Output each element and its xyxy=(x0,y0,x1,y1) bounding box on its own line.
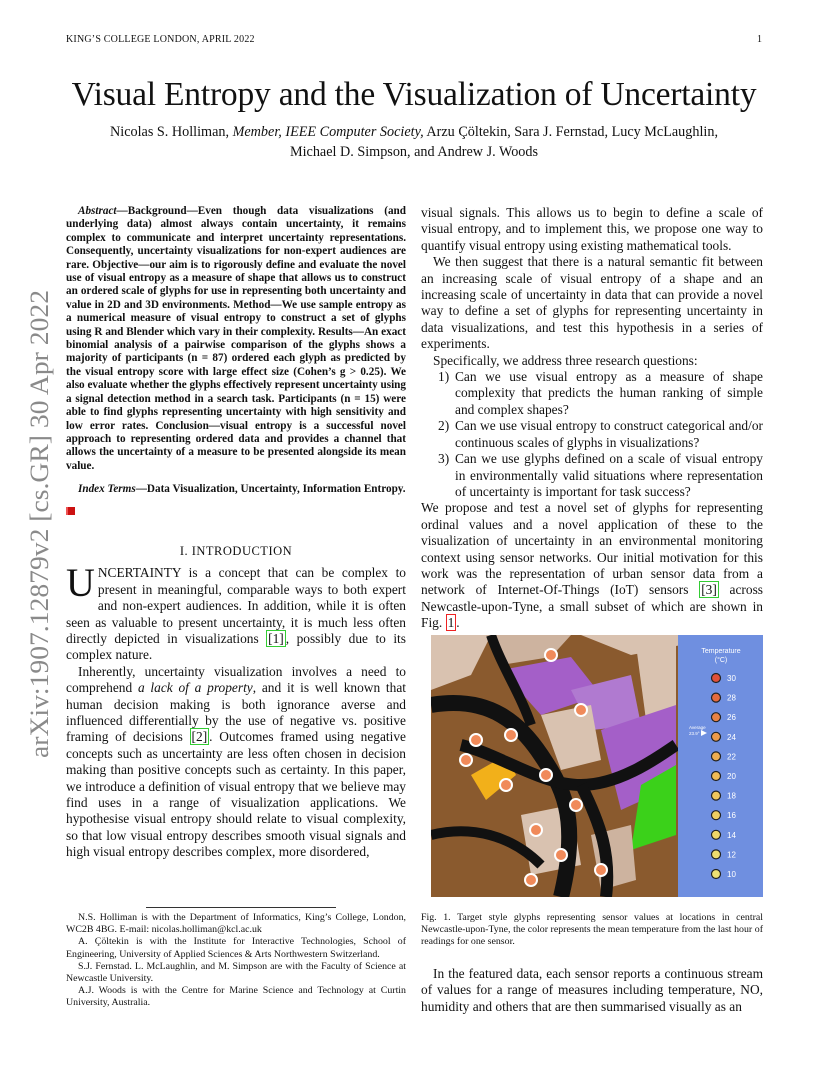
intro-p1-caps: NCERTAINTY xyxy=(97,565,182,581)
legend-glyph xyxy=(712,870,721,879)
authors-line1-a: Nicolas S. Holliman, xyxy=(110,124,233,140)
legend-title-2: (°C) xyxy=(714,657,728,664)
legend-glyph xyxy=(712,811,721,820)
legend-value: 16 xyxy=(727,811,736,821)
footnote-rule xyxy=(146,907,336,908)
right-column xyxy=(421,205,763,632)
citation-link-1[interactable]: [1] xyxy=(268,630,284,646)
legend-value: 28 xyxy=(727,693,736,703)
authors-membership: Member, IEEE Computer Society, xyxy=(232,124,424,140)
legend-glyph xyxy=(712,674,721,683)
legend-value: 12 xyxy=(727,850,736,860)
intro-p2-text-b: , and it is well known that human decision making is both ignorance averse and influenced differentially by the use of negative vs. positive framing of decisions xyxy=(66,680,406,745)
footnote-item: A. Çöltekin is with the Institute for Interactive Technologies, School of Engineering, University of Applied Sciences & Arts Northwestern Switzerland. xyxy=(66,936,406,960)
intro-paragraph-2 xyxy=(66,664,406,861)
propose-text-b: across Newcastle-upon-Tyne, a small subset of which are shown in Fig. xyxy=(421,582,763,631)
legend-glyph xyxy=(712,713,721,722)
footnote-item: N.S. Holliman is with the Department of Informatics, King’s College, London, WC2B 4BG. E-mail: nicolas.holliman@kcl.ac.uk xyxy=(66,912,406,936)
intro-p1-text-b: , possibly due to its complex nature. xyxy=(66,630,406,663)
sensor-glyph[interactable] xyxy=(555,849,567,861)
footnote-item: A.J. Woods is with the Centre for Marine Science and Technology at Curtin University, Australia. xyxy=(66,985,406,1009)
citation-link-2[interactable]: [2] xyxy=(191,729,208,745)
sensor-glyph[interactable] xyxy=(525,874,537,886)
caption-text: Target style glyphs representing sensor values at locations in central Newcastle-upon-Tyne, the color represents the mean temperature from the last hour of readings for one sensor. xyxy=(421,912,763,948)
running-head: KING’S COLLEGE LONDON, APRIL 2022 xyxy=(66,34,255,45)
sensor-glyph[interactable] xyxy=(500,779,512,791)
footnote-item: S.J. Fernstad. L. McLaughlin, and M. Simpson are with the Faculty of Science at Newcastle University. xyxy=(66,960,406,985)
legend-value: 26 xyxy=(727,713,736,723)
figure-link-1[interactable]: 1 xyxy=(447,615,455,631)
intro-paragraph-1 xyxy=(66,560,406,663)
legend-marker-label-1: Average xyxy=(689,725,706,730)
legend-title-1: Temperature xyxy=(701,648,741,655)
intro-p2-text-a: Inherently, uncertainty visualization involves a need to comprehend xyxy=(66,663,406,696)
index-terms-text: —Data Visualization, Uncertainty, Information Entropy. xyxy=(135,483,406,496)
figure-1-svg xyxy=(431,635,763,897)
propose-text-c: . xyxy=(456,615,460,631)
arxiv-stamp xyxy=(16,288,56,758)
paragraph-continued: visual signals. This allows us to begin to define a scale of visual entropy, and to implement this, we propose one way to quantify visual entropy using existing mathematical tools. xyxy=(421,205,763,253)
legend-value: 14 xyxy=(727,830,736,840)
arxiv-stamp-text: arXiv:1907.12879v2 [cs.GR] 30 Apr 2022 xyxy=(25,317,54,758)
intro-p2-text-c: . Outcomes framed using negative concepts such as uncertainty are less often chosen in decision making than positive concepts such as certainty. In this paper, we introduce a definition of visual entropy that we believe may find uses in a range of visualization applications. We hypothesise visual entropy should relate to visual complexity, so that low visual entropy describes smooth visual signals and high visual entropy describes complex, more disordered, xyxy=(66,729,406,860)
sensor-glyph[interactable] xyxy=(575,704,587,716)
legend-glyph xyxy=(712,850,721,859)
paper-title: Visual Entropy and the Visualization of Uncertainty xyxy=(71,76,757,113)
list-item-number: 1) xyxy=(438,369,450,385)
sensor-glyph[interactable] xyxy=(470,734,482,746)
list-item xyxy=(421,369,763,418)
sensor-glyph[interactable] xyxy=(540,769,552,781)
research-questions-list xyxy=(421,369,763,500)
intro-p2-emphasis: a lack of a property xyxy=(137,680,253,696)
sensor-glyph[interactable] xyxy=(545,649,557,661)
legend-value: 30 xyxy=(727,674,736,683)
authors-line2: Michael D. Simpson, and Andrew J. Woods xyxy=(289,144,539,160)
sensor-glyph[interactable] xyxy=(460,754,472,766)
legend-glyph xyxy=(712,693,721,702)
propose-text-a: We propose and test a novel set of glyphs for representing ordinal values and a novel application of these to the visualization of uncertainty in an environmental monitoring context using sensor networks. Our initial motivation for this work was the representation of urban sensor data from a network of Internet-Of-Things (IoT) sensors xyxy=(421,500,763,598)
legend-glyph xyxy=(712,772,721,781)
list-item-text: Can we use glyphs defined on a scale of visual entropy in environmentally valid situations where representation of uncertainty is important for task success? xyxy=(455,451,763,499)
legend-glyph xyxy=(712,732,721,741)
paragraph-featured-data: In the featured data, each sensor reports a continuous stream of values for a range of measures including temperature, NO, humidity and others that are then summarised visually as an xyxy=(421,966,763,1014)
abstract-text: —Background—Even though data visualizations (and underlying data) almost always contain uncertainty, it remains complex to communicate and interpret uncertainty representations. Consequently, uncertainty visualizations for non-expert audiences are rare. Objective—our aim is to rigorously define and evaluate the novel use of visual entropy as a measure of shape that allows us to construct an ordered scale of glyphs for use in representing both uncertainty and value in 2D and 3D environments. Method—We use sample entropy as a numerical measure of visual entropy to construct a set of glyphs using R and Blender which vary in their complexity. Results—An exact binomial analysis of a pairwise comparison of the glyphs shows a majority of participants (n = 87) ordered each glyph as predicted by the visual entropy score with large effect size (Cohen’s g > 0.25). We also evaluate whether the glyphs effectively represent uncertainty using a signal detection method in a search task. Participants (n = 15) were able to find glyphs representing uncertainty with high sensitivity and low error rates. Conclusion—visual entropy is a successful novel approach to representing ordered data and provides a channel that allows the uncertainty of a measure to be presented alongside its mean value. xyxy=(66,205,406,472)
list-item xyxy=(421,418,763,451)
index-terms xyxy=(66,483,406,496)
legend-value: 20 xyxy=(727,772,736,781)
left-column xyxy=(66,205,406,861)
paragraph-semantic-fit: We then suggest that there is a natural semantic fit between an increasing scale of visual entropy of a shape and an increasing scale of uncertainty in data that can provide a novel way to define a set of glyphs for representing uncertainty in data visualizations, and test this hypothesis in a series of experiments. xyxy=(421,254,763,352)
dropcap: U xyxy=(66,560,95,606)
authors-line1-c: Arzu Çöltekin, Sara J. Fernstad, Lucy McLaughlin, xyxy=(423,124,718,140)
legend-marker-label-2: 23.9° xyxy=(689,731,700,736)
intro-p1-text-a: is a concept that can be complex to present in meaningful, comparable ways to both expert and non-expert audiences. In addition, while it is often seen as valuable to present uncertainty, it is much less often directly depicted in visualizations xyxy=(66,565,406,646)
list-item-number: 2) xyxy=(438,418,450,434)
sensor-glyph[interactable] xyxy=(530,824,542,836)
legend-panel xyxy=(678,635,763,897)
link-marker-icon[interactable] xyxy=(66,507,75,515)
paragraph-propose xyxy=(421,500,763,631)
paragraph-rq-intro: Specifically, we address three research questions: xyxy=(433,352,698,368)
legend-value: 10 xyxy=(727,870,736,879)
sensor-glyph[interactable] xyxy=(570,799,582,811)
figure-1-image xyxy=(431,635,763,897)
list-item-number: 3) xyxy=(438,451,450,467)
legend-glyph xyxy=(712,830,721,839)
footnotes xyxy=(66,912,406,1010)
abstract xyxy=(66,205,406,473)
index-terms-lead: Index Terms xyxy=(78,483,136,496)
citation-link-3[interactable]: [3] xyxy=(701,582,717,598)
legend-value: 24 xyxy=(727,732,736,742)
abstract-lead: Abstract xyxy=(78,205,117,217)
section-heading-introduction: I. INTRODUCTION xyxy=(179,543,293,558)
legend-glyph xyxy=(712,752,721,761)
legend-glyph xyxy=(712,791,721,800)
list-item-text: Can we use visual entropy to construct categorical and/or continuous scales of glyphs in visualizations? xyxy=(455,418,763,450)
author-list xyxy=(60,122,768,162)
list-item xyxy=(421,451,763,500)
legend-value: 22 xyxy=(727,752,736,762)
sensor-glyph[interactable] xyxy=(595,864,607,876)
caption-label: Fig. 1. xyxy=(421,912,451,923)
legend-value: 18 xyxy=(727,791,736,801)
list-item-text: Can we use visual entropy as a measure of shape complexity that predicts the human ranking of simple and complex shapes? xyxy=(455,369,763,417)
page-number: 1 xyxy=(757,34,762,45)
figure-1-caption xyxy=(421,912,763,949)
sensor-glyph[interactable] xyxy=(505,729,517,741)
